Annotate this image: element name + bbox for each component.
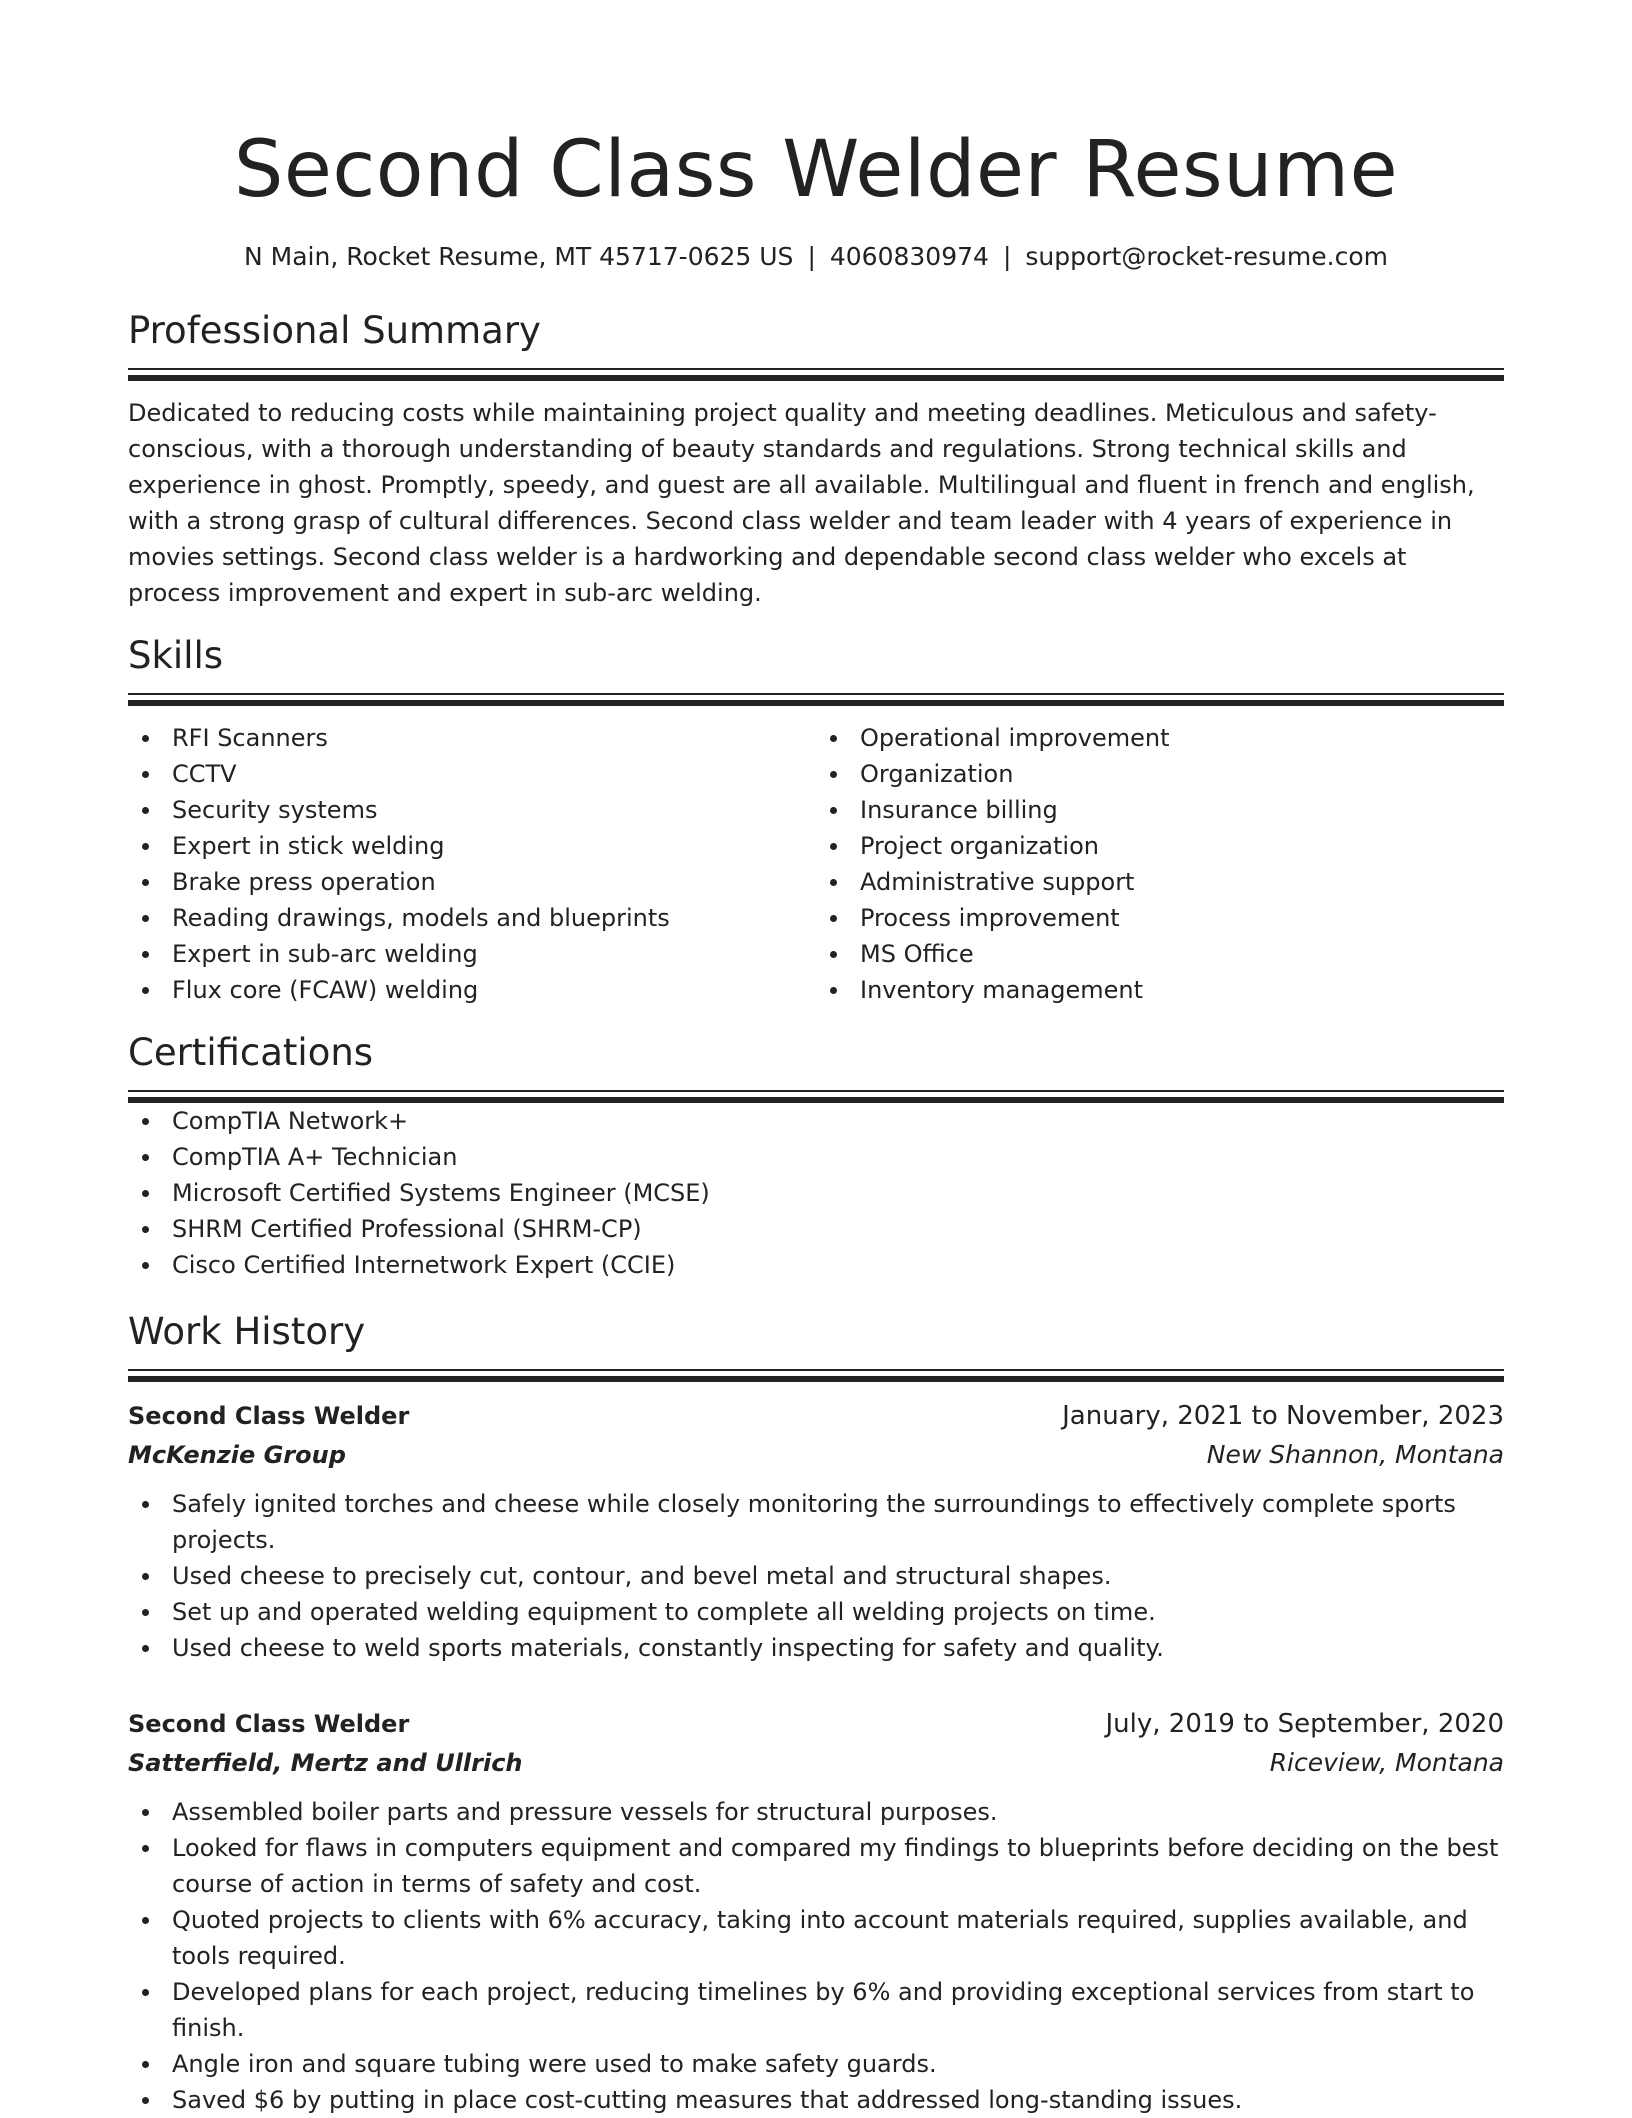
job-header xyxy=(128,1704,1504,1744)
job-company: McKenzie Group xyxy=(128,1441,346,1469)
section-divider xyxy=(128,1369,1504,1371)
skill-item: Project organization xyxy=(816,828,1504,864)
skill-item: CCTV xyxy=(128,756,816,792)
skill-item: Organization xyxy=(816,756,1504,792)
section-heading-summary: Professional Summary xyxy=(128,309,541,352)
contact-address: N Main, Rocket Resume, MT 45717-0625 US xyxy=(244,242,794,271)
job-bullet: Developed plans for each project, reducing timelines by 6% and providing exceptional services from start to finish. xyxy=(128,1974,1504,2046)
certification-item: Cisco Certified Internetwork Expert (CCIE) xyxy=(128,1247,1504,1283)
job-bullet: Saved $6 by putting in place cost-cutting measures that addressed long-standing issues. xyxy=(128,2082,1504,2118)
job-bullet: Assembled boiler parts and pressure vessels for structural purposes. xyxy=(128,1794,1504,1830)
contact-phone: 4060830974 xyxy=(829,242,989,271)
skill-item: Operational improvement xyxy=(816,720,1504,756)
contact-separator: | xyxy=(1002,242,1012,271)
job-location: New Shannon, Montana xyxy=(1206,1440,1504,1469)
certification-item: SHRM Certified Professional (SHRM-CP) xyxy=(128,1211,1504,1247)
section-divider xyxy=(128,375,1504,381)
section-divider xyxy=(128,700,1504,706)
contact-line xyxy=(128,240,1504,274)
job-dates: January, 2021 to November, 2023 xyxy=(1062,1401,1504,1431)
skills-columns xyxy=(128,720,1504,1008)
job-bullets xyxy=(128,1794,1504,2118)
summary-text: Dedicated to reducing costs while maintaining project quality and meeting deadlines. Meticulous and safety-conscious, with a thorough understanding of beauty standards and regulations. Strong technical skills and experience in ghost. Promptly, speedy, and guest are all available. Multilingual and fluent in french and english, with a strong grasp of cultural differences. Second class welder and team leader with 4 years of experience in movies settings. Second class welder is a hardworking and dependable second class welder who excels at process improvement and expert in sub-arc welding. xyxy=(128,399,1475,607)
certifications-section xyxy=(128,1028,1504,1283)
skill-item: MS Office xyxy=(816,936,1504,972)
job-location: Riceview, Montana xyxy=(1269,1748,1504,1777)
section-divider xyxy=(128,368,1504,370)
job-company: Satterfield, Mertz and Ullrich xyxy=(128,1749,523,1777)
job-bullet: Looked for flaws in computers equipment and compared my findings to blueprints before deciding on the best course of action in terms of safety and cost. xyxy=(128,1830,1504,1902)
job-bullet: Angle iron and square tubing were used to make safety guards. xyxy=(128,2046,1504,2082)
skill-item: Process improvement xyxy=(816,900,1504,936)
skill-item: Inventory management xyxy=(816,972,1504,1008)
skill-item: RFI Scanners xyxy=(128,720,816,756)
contact-email: support@rocket-resume.com xyxy=(1025,242,1388,271)
job-entry xyxy=(128,1704,1504,2118)
certification-item: CompTIA Network+ xyxy=(128,1103,1504,1139)
skill-item: Security systems xyxy=(128,792,816,828)
work-history-section xyxy=(128,1307,1504,2118)
skill-item: Expert in stick welding xyxy=(128,828,816,864)
job-entry xyxy=(128,1396,1504,1666)
job-subheader xyxy=(128,1744,1504,1782)
resume-title: Second Class Welder Resume xyxy=(233,125,1399,215)
section-divider xyxy=(128,1376,1504,1382)
job-bullet: Quoted projects to clients with 6% accuracy, taking into account materials required, supplies available, and tools required. xyxy=(128,1902,1504,1974)
certifications-list xyxy=(128,1103,1504,1283)
job-bullet: Safely ignited torches and cheese while closely monitoring the surroundings to effectively complete sports projects. xyxy=(128,1486,1504,1558)
skill-item: Insurance billing xyxy=(816,792,1504,828)
skills-section xyxy=(128,631,1504,1008)
skill-item: Expert in sub-arc welding xyxy=(128,936,816,972)
job-bullet: Set up and operated welding equipment to complete all welding projects on time. xyxy=(128,1594,1504,1630)
section-heading-certifications: Certifications xyxy=(128,1031,374,1074)
skill-item: Reading drawings, models and blueprints xyxy=(128,900,816,936)
job-header xyxy=(128,1396,1504,1436)
certification-item: CompTIA A+ Technician xyxy=(128,1139,1504,1175)
job-bullet: Used cheese to precisely cut, contour, and bevel metal and structural shapes. xyxy=(128,1558,1504,1594)
job-title: Second Class Welder xyxy=(128,1710,410,1738)
contact-separator: | xyxy=(807,242,816,271)
summary-section xyxy=(128,306,1504,611)
section-heading-work-history: Work History xyxy=(128,1310,366,1353)
skill-item: Administrative support xyxy=(816,864,1504,900)
job-bullets xyxy=(128,1486,1504,1666)
job-dates: July, 2019 to September, 2020 xyxy=(1105,1709,1504,1739)
job-bullet: Used cheese to weld sports materials, constantly inspecting for safety and quality. xyxy=(128,1630,1504,1666)
skill-item: Brake press operation xyxy=(128,864,816,900)
certification-item: Microsoft Certified Systems Engineer (MCSE) xyxy=(128,1175,1504,1211)
section-divider xyxy=(128,1090,1504,1092)
job-subheader xyxy=(128,1436,1504,1474)
skills-list-right xyxy=(816,720,1504,1008)
skill-item: Flux core (FCAW) welding xyxy=(128,972,816,1008)
job-title: Second Class Welder xyxy=(128,1402,410,1430)
skills-list-left xyxy=(128,720,816,1008)
section-divider xyxy=(128,693,1504,695)
section-heading-skills: Skills xyxy=(128,634,224,677)
